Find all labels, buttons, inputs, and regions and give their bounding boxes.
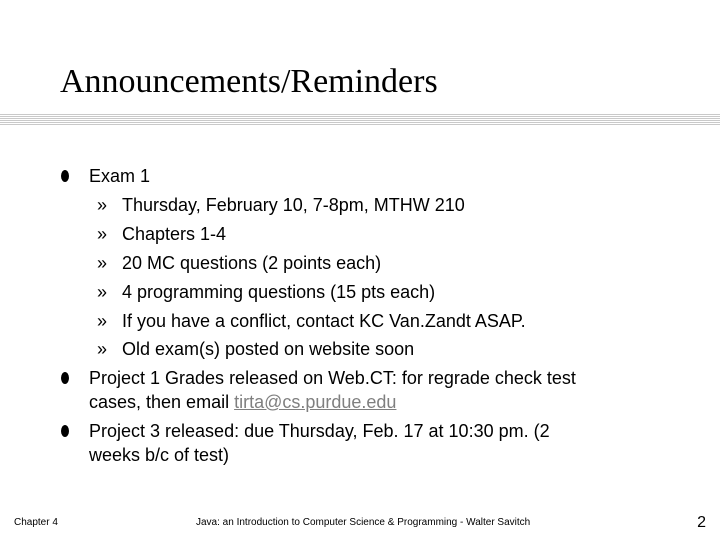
bullet-project-3-line1: Project 3 released: due Thursday, Feb. 17 at 10:30 pm. (2 [89, 421, 550, 441]
footer-course: Java: an Introduction to Computer Science & Programming - Walter Savitch [196, 517, 531, 528]
sub-item-chapters: Chapters 1-4 [122, 224, 227, 244]
title-rule [0, 114, 720, 125]
sub-bullet-marker: » [97, 282, 108, 302]
sub-bullet-marker: » [97, 224, 108, 244]
bullet-dot-icon [61, 372, 69, 384]
sub-item-old-exams: Old exam(s) posted on website soon [122, 339, 415, 359]
sub-bullet-marker: » [97, 311, 108, 331]
bullet-dot-icon [61, 170, 69, 182]
slide-title: Announcements/Reminders [60, 63, 438, 100]
page-number: 2 [697, 514, 706, 531]
sub-item-mc: 20 MC questions (2 points each) [122, 253, 382, 273]
sub-item-programming: 4 programming questions (15 pts each) [122, 282, 436, 302]
email-link[interactable]: tirta@cs.purdue.edu [234, 392, 397, 412]
bullet-project-3-line2: weeks b/c of test) [89, 445, 230, 465]
bullet-project-1-line2 [89, 391, 396, 413]
sub-bullet-marker: » [97, 253, 108, 273]
bullet-project-1-line1: Project 1 Grades released on Web.CT: for regrade check test [89, 368, 576, 388]
sub-item-conflict: If you have a conflict, contact KC Van.Zandt ASAP. [122, 311, 526, 331]
bullet-exam-1: Exam 1 [89, 166, 151, 186]
sub-item-date: Thursday, February 10, 7-8pm, MTHW 210 [122, 195, 465, 215]
footer-chapter: Chapter 4 [14, 517, 58, 528]
bullet-dot-icon [61, 425, 69, 437]
project-1-prefix: cases, then email [89, 392, 235, 412]
sub-bullet-marker: » [97, 339, 108, 359]
sub-bullet-marker: » [97, 195, 108, 215]
